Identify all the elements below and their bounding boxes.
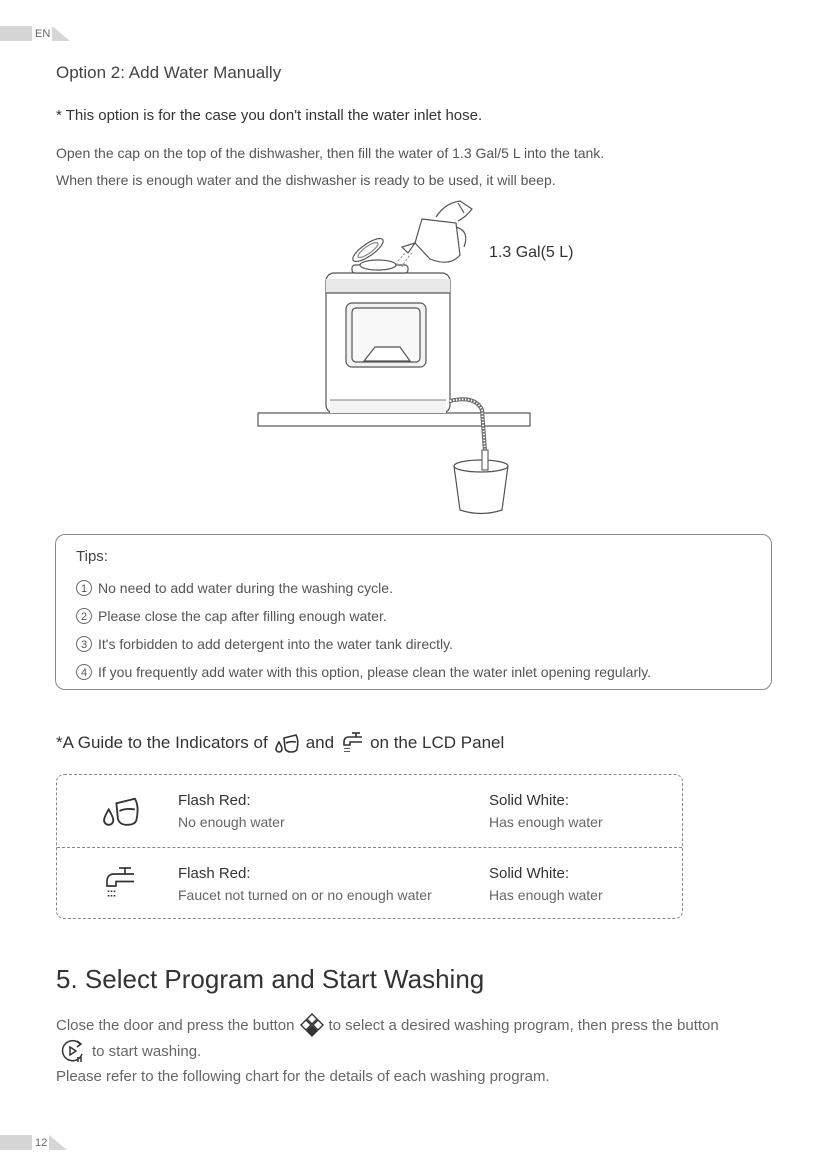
water-tank-icon [101,791,141,831]
section-5-line-2 [60,1038,201,1064]
indicator-row-water-tank [57,775,682,847]
tip-item [76,602,651,630]
tip-number: 4 [76,664,92,680]
faucet-icon [340,731,364,755]
line1-part-b: to select a desired washing program, then press the button [328,1016,719,1034]
intro-line-1: Open the cap on the top of the dishwasher, then fill the water of 1.3 Gal/5 L into the tank. [56,145,605,161]
indicator-solid-column [489,791,603,833]
tip-item [76,574,651,602]
tip-number: 1 [76,580,92,596]
tip-item [76,630,651,658]
guide-title-suffix: on the LCD Panel [370,733,505,752]
tip-text: If you frequently add water with this option, please clean the water inlet opening regularly. [98,664,652,680]
indicator-state: Flash Red: [178,792,251,809]
section-5-line-1 [56,1012,719,1038]
indicator-row-faucet [57,847,682,920]
page-number-tab [0,1135,67,1150]
tip-item [76,658,651,686]
indicator-state: Solid White: [489,865,570,882]
tips-list [76,574,651,686]
indicator-flash-column [178,791,285,833]
language-label: EN [35,27,51,40]
line1-part-a: Close the door and press the button [56,1016,295,1034]
page-number: 12 [35,1136,48,1149]
intro-line-2: When there is enough water and the dishwasher is ready to be used, it will beep. [56,172,556,188]
option-note: * This option is for the case you don't install the water inlet hose. [56,107,483,124]
line2-text: to start washing. [92,1042,202,1060]
indicator-solid-column [489,864,603,906]
section-5-line-3: Please refer to the following chart for the details of each washing program. [56,1068,550,1085]
faucet-icon [101,864,137,902]
start-pause-icon [60,1038,86,1064]
tab-triangle [49,1135,67,1150]
program-select-icon [299,1012,325,1038]
indicator-flash-column [178,864,432,906]
language-tab [0,26,70,41]
water-tank-icon [274,732,300,754]
indicator-state: Solid White: [489,792,570,809]
guide-title-and: and [305,733,335,752]
tab-triangle [52,26,70,41]
section-5-title: 5. Select Program and Start Washing [56,964,485,994]
guide-title-prefix: *A Guide to the Indicators of [56,733,268,752]
tip-text: No need to add water during the washing cycle. [98,580,393,596]
indicator-guide-title [56,731,504,755]
tip-text: Please close the cap after filling enough water. [98,608,387,624]
tab-bar [0,26,32,41]
indicator-state: Flash Red: [178,865,251,882]
tip-text: It's forbidden to add detergent into the water tank directly. [98,636,453,652]
option-intro [56,140,604,194]
option-title: Option 2: Add Water Manually [56,63,282,82]
tips-title: Tips: [76,548,108,565]
tips-box [55,534,772,690]
indicator-desc: No enough water [178,814,285,830]
tab-bar [0,1135,32,1150]
indicator-desc: Faucet not turned on or no enough water [178,887,432,903]
volume-label: 1.3 Gal(5 L) [489,244,574,261]
indicator-desc: Has enough water [489,814,603,830]
indicator-table [56,774,683,919]
tip-number: 3 [76,636,92,652]
indicator-desc: Has enough water [489,887,603,903]
tip-number: 2 [76,608,92,624]
